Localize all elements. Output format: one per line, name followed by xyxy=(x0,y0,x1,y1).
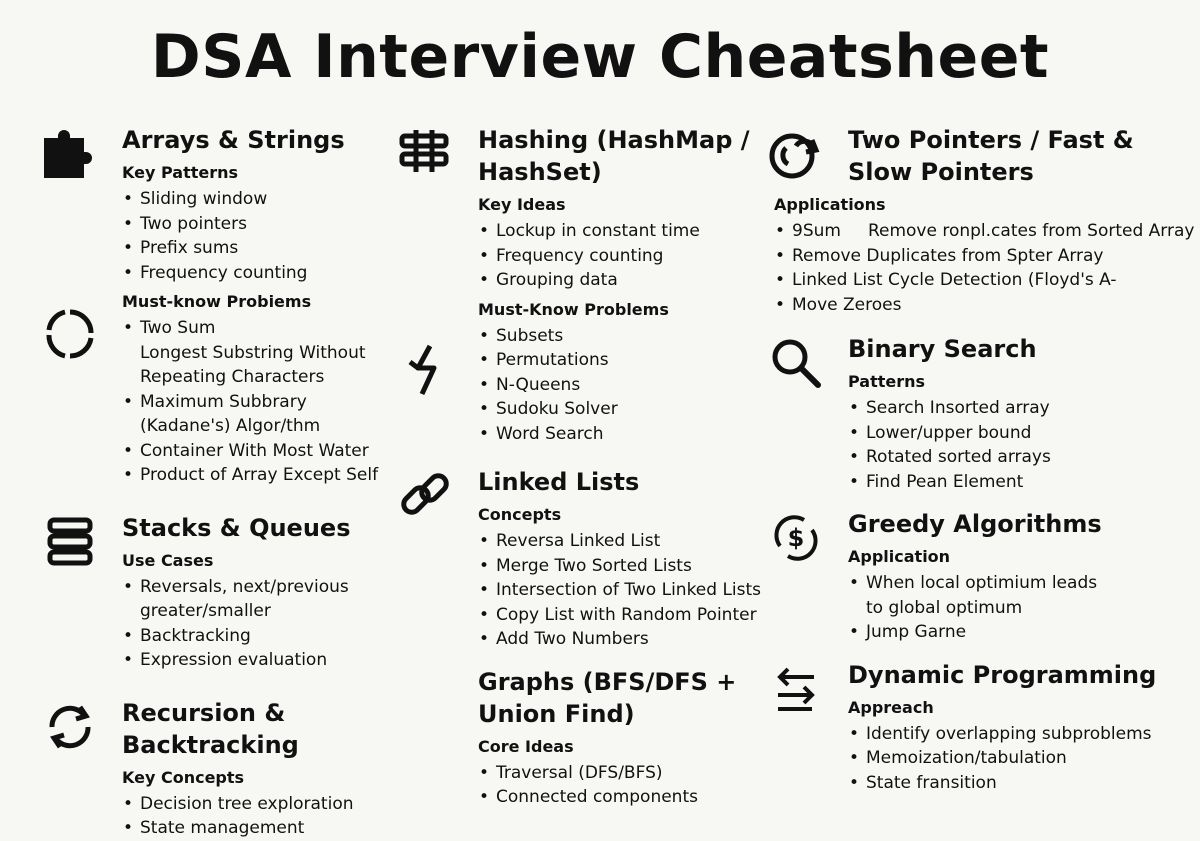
list-item: • Copy List with Random Pointer xyxy=(478,603,776,628)
cycle-icon xyxy=(40,697,100,757)
list-item: • Sliding window xyxy=(122,187,380,212)
section-heading: Stacks & Queues xyxy=(122,513,351,542)
bullet-list xyxy=(478,529,776,652)
subsection-key-concepts xyxy=(122,767,380,841)
list-item: • N-Queens xyxy=(478,373,776,398)
subsection-heading: Concepts xyxy=(478,505,562,524)
list-item: • Frequency counting xyxy=(122,261,380,286)
bullet-list xyxy=(478,324,776,447)
subsection-must-know-problems xyxy=(478,299,776,447)
list-item: • Frequency counting xyxy=(478,244,776,269)
subsection-key-patterns xyxy=(122,162,380,285)
subsection-heading: Core Ideas xyxy=(478,736,574,756)
list-item: • Reversa Linked List xyxy=(478,529,776,554)
list-item: • Expression evaluation xyxy=(122,648,380,673)
list-item: • Sudoku Solver xyxy=(478,397,776,422)
list-item: • Identify overlapping subproblems xyxy=(848,722,1186,747)
section-graphs xyxy=(396,660,776,810)
bullet-list xyxy=(848,571,1186,645)
list-item: • Add Two Numbers xyxy=(478,627,776,652)
list-item: • State management xyxy=(122,816,380,841)
subsection-heading: Applications xyxy=(774,195,886,214)
swap-icon xyxy=(396,340,456,400)
subsection-use-cases xyxy=(122,550,380,673)
list-item: • Lower/upper bound xyxy=(848,421,1186,446)
list-item: • State fransition xyxy=(848,771,1186,796)
dollar-cycle-icon xyxy=(766,508,826,568)
list-item: • Subsets xyxy=(478,324,776,349)
subsection-must-know-problems xyxy=(122,291,380,488)
bullet-list xyxy=(774,219,1195,317)
subsection-applications xyxy=(774,194,1195,317)
bullet-list xyxy=(122,316,380,488)
list-item: • Connected components xyxy=(478,785,776,810)
section-heading: Recursion & Backtracking xyxy=(122,698,299,759)
column-2 xyxy=(396,118,776,810)
list-item: • Decision tree exploration xyxy=(122,792,380,817)
section-recursion-backtracking xyxy=(40,691,380,841)
list-item: • Two pointers xyxy=(122,212,380,237)
puzzle-icon xyxy=(40,124,100,184)
section-heading: Linked Lists xyxy=(478,468,640,496)
subsection-approach xyxy=(848,697,1186,796)
list-item: • Maximum Subbrary (Kadane's) Algor/thm xyxy=(122,390,380,439)
list-item: • Permutations xyxy=(478,348,776,373)
subsection-heading: Key Patterns xyxy=(122,163,239,182)
search-icon xyxy=(766,333,826,393)
bullet-list xyxy=(848,396,1186,494)
list-item: • Jump Garne xyxy=(848,620,1186,645)
list-item: • 9Sum Remove ronpl.cates from Sorted Array xyxy=(774,219,1186,244)
subsection-heading: Key Concepts xyxy=(122,767,245,787)
section-two-pointers xyxy=(766,118,1195,317)
section-heading: Graphs (BFS/DFS + Union Find) xyxy=(478,667,737,728)
link-icon xyxy=(396,466,456,526)
subsection-key-ideas xyxy=(478,194,776,293)
subsection-heading: Must-Know Problems xyxy=(478,299,669,319)
subsection-core-ideas xyxy=(478,736,776,810)
refresh-icon xyxy=(40,304,100,364)
column-1 xyxy=(40,118,380,841)
list-item: • Intersection of Two Linked Lists xyxy=(478,578,776,603)
section-heading: Greedy Algorithms xyxy=(848,510,1102,538)
section-hashing xyxy=(396,118,776,446)
list-item: • Prefix sums xyxy=(122,236,380,261)
subsection-heading: Key Ideas xyxy=(478,195,566,214)
list-item: • Rotated sorted arrays xyxy=(848,445,1186,470)
column-3 xyxy=(766,118,1195,795)
svg-text:$: $ xyxy=(787,524,805,552)
list-item: • Move Zeroes xyxy=(774,293,1186,318)
subsection-heading: Appreach xyxy=(848,697,934,717)
bullet-list xyxy=(122,187,380,285)
subsection-patterns xyxy=(848,371,1186,494)
list-item: • Lockup in constant time xyxy=(478,219,776,244)
page-title: DSA Interview Cheatsheet xyxy=(150,22,1050,92)
subsection-heading: Patterns xyxy=(848,372,926,391)
list-item: • Two Sum Longest Substring Without Repeating Characters xyxy=(122,316,380,390)
list-item: • Merge Two Sorted Lists xyxy=(478,554,776,579)
stack-icon xyxy=(40,512,100,572)
list-item: • Memoization/tabulation xyxy=(848,746,1186,771)
section-heading: Binary Search xyxy=(848,335,1037,363)
bullet-list xyxy=(122,575,380,673)
section-heading: Arrays & Strings xyxy=(122,126,345,154)
subsection-heading: Use Cases xyxy=(122,550,214,570)
list-item: • Search Insorted array xyxy=(848,396,1186,421)
section-stacks-queues xyxy=(40,506,380,673)
list-item: • Traversal (DFS/BFS) xyxy=(478,761,776,786)
subsection-heading: Must-know Probiems xyxy=(122,292,312,311)
section-heading: Hashing (HashMap / HashSet) xyxy=(478,126,750,186)
section-linked-lists xyxy=(396,460,776,652)
list-item: • Word Search xyxy=(478,422,776,447)
bullet-list xyxy=(478,219,776,293)
hash-icon xyxy=(396,124,456,184)
subsection-concepts xyxy=(478,504,776,652)
section-heading: Two Pointers / Fast & Slow Pointers xyxy=(848,126,1134,186)
bullet-list xyxy=(478,761,776,810)
list-item: • Find Pean Element xyxy=(848,470,1186,495)
arrows-icon xyxy=(766,659,826,719)
bullet-list xyxy=(848,722,1186,796)
list-item: • When local optimium leads to global optimum xyxy=(848,571,1106,620)
list-item: • Product of Array Except Self xyxy=(122,463,380,488)
section-heading: Dynamic Programming xyxy=(848,660,1157,689)
list-item: • Linked List Cycle Detection (Floyd's A- xyxy=(774,268,1186,293)
section-dynamic-programming xyxy=(766,653,1186,796)
list-item: • Container With Most Water xyxy=(122,439,380,464)
bullet-list xyxy=(122,792,380,841)
section-binary-search xyxy=(766,327,1186,494)
subsection-application xyxy=(848,546,1186,645)
list-item: • Reversals, next/previous greater/smaller xyxy=(122,575,380,624)
section-greedy xyxy=(766,502,1186,645)
list-item: • Remove Duplicates from Spter Array xyxy=(774,244,1186,269)
circular-arrows-icon xyxy=(766,124,826,184)
list-item: • Grouping data xyxy=(478,268,776,293)
section-arrays-strings xyxy=(40,118,380,488)
list-item: • Backtracking xyxy=(122,624,380,649)
subsection-heading: Application xyxy=(848,547,951,566)
